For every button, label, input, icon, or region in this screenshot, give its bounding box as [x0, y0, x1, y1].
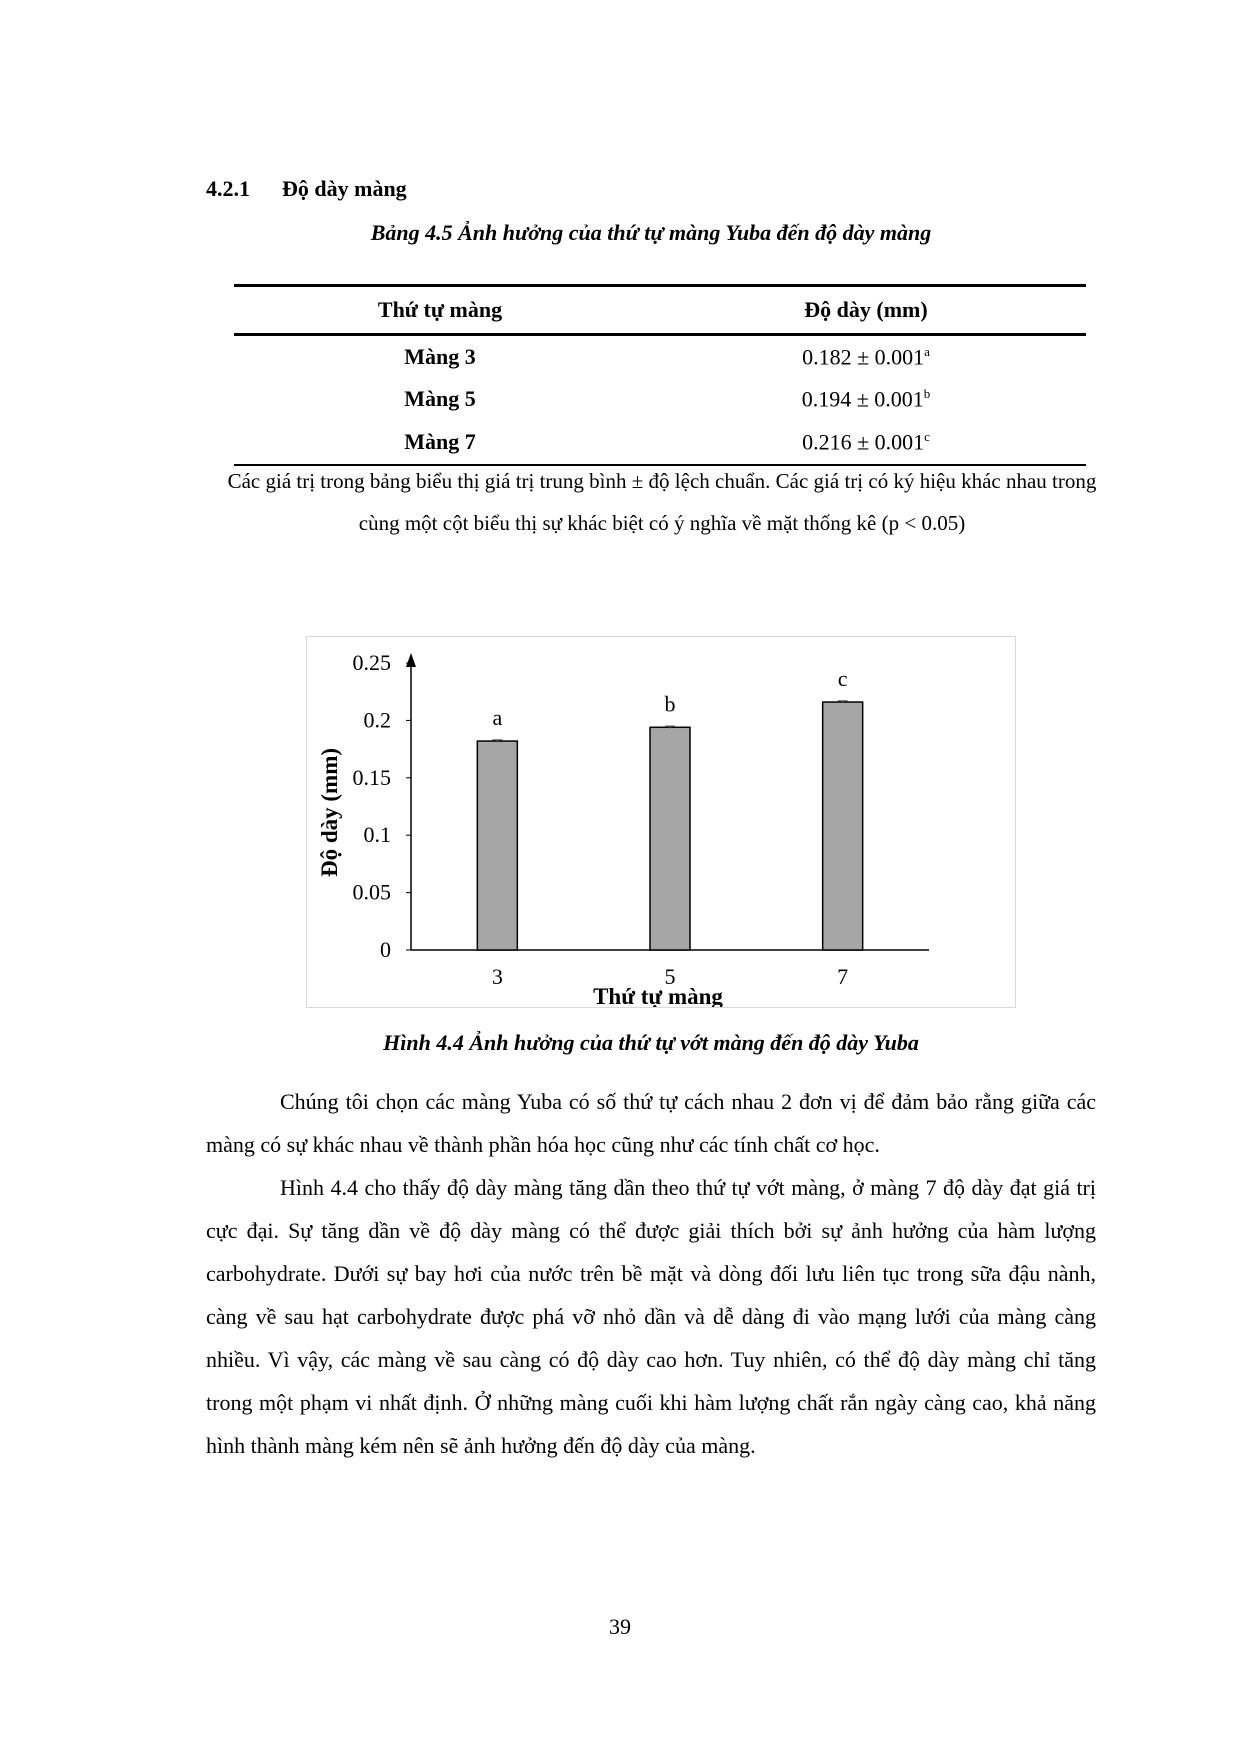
- table-caption: Bảng 4.5 Ảnh hưởng của thứ tự màng Yuba đến độ dày màng: [370, 220, 932, 245]
- figure-caption: Hình 4.4 Ảnh hưởng của thứ tự vớt màng đến độ dày Yuba: [383, 1030, 919, 1055]
- paragraph: Chúng tôi chọn các màng Yuba có số thứ tự cách nhau 2 đơn vị để đảm bảo rằng giữa các màng có sự khác nhau về thành phần hóa học cũng như các tính chất cơ học.: [206, 1089, 1096, 1157]
- x-tick-label: 5: [664, 964, 676, 989]
- x-axis-title: Thứ tự màng: [593, 984, 723, 1007]
- y-tick-label: 0.1: [363, 822, 391, 848]
- y-tick-label: 0: [380, 937, 391, 962]
- row-value: 0.216 ± 0.001$^c$: [646, 420, 1086, 465]
- y-tick-label: 0.2: [363, 707, 391, 733]
- header-order: Thứ tự màng: [234, 286, 646, 335]
- section-title: Độ dày màng: [282, 176, 407, 201]
- results-table: [234, 284, 1086, 466]
- y-tick-label: 0.15: [352, 764, 391, 790]
- row-label: Màng 7: [234, 420, 646, 465]
- bar: [650, 727, 690, 950]
- row-value: 0.194 ± 0.001$^b$: [801, 385, 931, 412]
- header-thickness: Độ dày (mm): [646, 286, 1086, 335]
- table-row: [234, 335, 1086, 379]
- row-label: Màng 3: [404, 344, 476, 369]
- bar: [823, 702, 863, 950]
- page-number: 39: [609, 1614, 631, 1639]
- body-text: [206, 1080, 1096, 1467]
- row-value: 0.182 ± 0.001$^a$: [802, 343, 930, 370]
- bar-annotation: c: [837, 666, 848, 692]
- chart-frame: [306, 636, 1016, 1008]
- bar-chart: [307, 637, 1015, 1007]
- section-number: 4.2.1: [206, 176, 250, 201]
- row-label: Màng 5: [404, 386, 476, 411]
- table-note: Các giá trị trong bảng biểu thị giá trị trung bình ± độ lệch chuẩn. Các giá trị có ký hiệu khác nhau trong cùng một cột biểu thị sự khác biệt có ý nghĩa về mặt thống kê (p < 0.05): [227, 469, 1097, 535]
- y-axis-arrow-icon: [406, 653, 416, 667]
- paragraph: Hình 4.4 cho thấy độ dày màng tăng dần theo thứ tự vớt màng, ở màng 7 độ dày đạt giá trị cực đại. Sự tăng dần về độ dày màng có thể được giải thích bởi sự ảnh hưởng của hàm lượng carbohydrate. Dưới sự bay hơi của nước trên bề mặt và dòng đối lưu liên tục trong sữa đậu nành, càng về sau hạt carbohydrate được phá vỡ nhỏ dần và dễ dàng đi vào mạng lưới của màng càng nhiều. Vì vậy, các màng về sau càng có độ dày cao hơn. Tuy nhiên, có thể độ dày màng chỉ tăng trong một phạm vi nhất định. Ở những màng cuối khi hàm lượng chất rắn ngày càng cao, khả năng hình thành màng kém nên sẽ ảnh hưởng đến độ dày của màng.: [206, 1175, 1096, 1458]
- table-row: [234, 420, 1086, 465]
- x-tick-label: 3: [491, 964, 503, 989]
- y-tick-label: 0.05: [352, 879, 391, 905]
- bar: [477, 741, 517, 950]
- x-tick-label: 7: [837, 964, 849, 989]
- section-heading: [206, 176, 407, 202]
- table-row: [234, 378, 1086, 420]
- table-header-row: [234, 286, 1086, 335]
- y-tick-label: 0.25: [352, 650, 391, 675]
- y-axis-title: Độ dày (mm): [317, 747, 342, 878]
- bar-annotation: b: [664, 691, 676, 717]
- bar-annotation: a: [492, 705, 503, 731]
